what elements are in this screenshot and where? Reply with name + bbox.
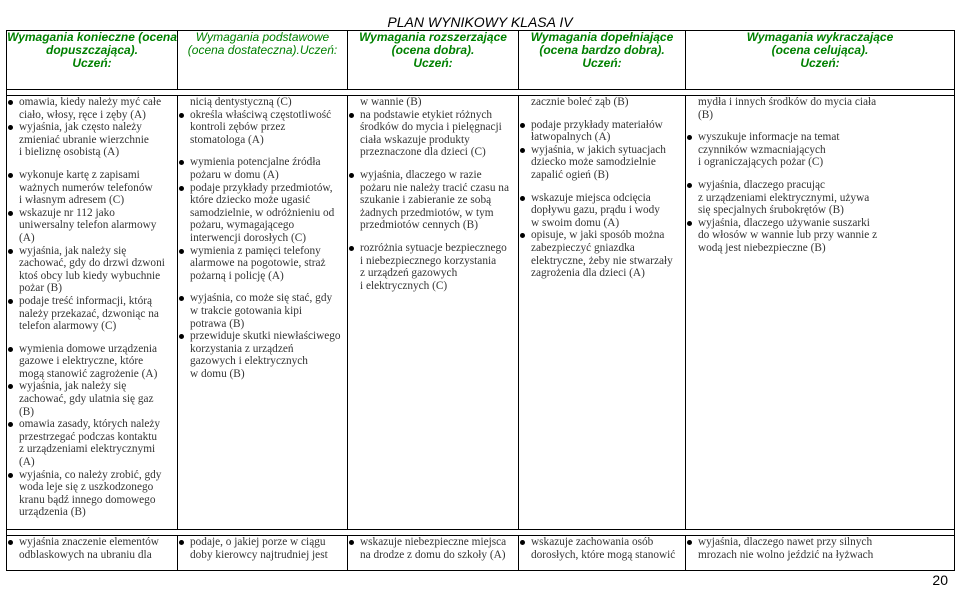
text-line: na drodze z domu do szkoły (A) (360, 548, 506, 561)
requirement-item (178, 245, 347, 283)
requirement-item (348, 109, 518, 159)
bullet-icon (349, 173, 354, 178)
text-line: szukanie i zabieranie ze sobą (360, 194, 492, 207)
requirement-group (7, 343, 177, 519)
text-line: do włosów w wannie lub przy wannie z (698, 229, 878, 242)
requirement-item (348, 96, 518, 109)
text-line: wyjaśnia, jak często należy (19, 121, 142, 134)
bullet-icon (520, 148, 525, 153)
text-line: ciało, włosy, ręce i zęby (A) (19, 108, 146, 121)
requirement-cell (686, 536, 955, 571)
requirement-item (7, 121, 177, 159)
text-line: podaje przykłady przedmiotów, (190, 181, 333, 194)
bullet-icon (349, 246, 354, 251)
text-line: mogą stanowić zagrożenie (A) (19, 367, 158, 380)
text-line: doby kierowcy najtrudniej jest (190, 548, 328, 561)
text-line: gazowych i elektrycznych (190, 355, 308, 368)
requirement-item (519, 144, 685, 182)
requirement-cell (178, 536, 348, 571)
text-line: w swoim domu (A) (531, 216, 620, 229)
text-line: mrozach nie wolno jeździć na łyżwach (698, 548, 874, 561)
text-line: w wannie (B) (360, 96, 422, 108)
requirement-group (348, 242, 518, 292)
requirement-item (686, 217, 954, 255)
header-line: Wymagania rozszerzające (359, 30, 507, 44)
requirement-item (686, 131, 954, 169)
plan-title: PLAN WYNIKOWY KLASA IV (387, 14, 573, 30)
text-line: wodą jest niebezpieczne (B) (698, 241, 826, 254)
bullet-icon (8, 249, 13, 254)
header-line: Uczeń: (582, 56, 622, 70)
text-line: (A) (19, 231, 35, 244)
text-line: nicią dentystyczną (C) (190, 96, 292, 108)
text-line: i elektrycznych (C) (360, 279, 448, 292)
text-line: wyjaśnia, dlaczego w razie (360, 168, 482, 181)
text-line: pożaru nie należy tracić czasu na (360, 181, 509, 194)
requirement-item (686, 536, 954, 561)
text-line: rozróżnia sytuacje bezpiecznego (360, 241, 507, 254)
header-dopelniajace (519, 31, 686, 90)
text-line: omawia, kiedy należy myć całe (19, 96, 162, 108)
text-line: wskazuje niebezpieczne miejsca (360, 536, 507, 548)
requirement-item (348, 536, 518, 561)
text-line: zabezpieczyć gniazdka (531, 241, 635, 254)
requirement-cell (178, 96, 348, 530)
bullet-icon (520, 196, 525, 201)
text-line: wyjaśnia, jak należy się (19, 244, 127, 257)
bullet-icon (687, 540, 692, 545)
text-line: i niebezpiecznego korzystania (360, 254, 497, 267)
text-line: środków do mycia i pielęgnacji (360, 121, 502, 134)
text-line: alarmowe na pogotowie, straż (190, 257, 326, 270)
text-line: wyszukuje informacje na temat (698, 131, 840, 144)
requirement-item (519, 96, 685, 109)
text-line: ciała wskazuje produkty (360, 133, 470, 146)
requirement-group (519, 119, 685, 182)
header-konieczne (7, 31, 178, 90)
requirement-group (178, 156, 347, 282)
text-line: wyjaśnia, jak należy się (19, 380, 127, 393)
header-line: Wymagania konieczne (ocena (7, 30, 177, 44)
text-line: w domu (B) (190, 367, 245, 380)
requirement-cell (519, 96, 686, 530)
text-line: pożaru w domu (A) (190, 168, 279, 181)
requirement-item (178, 536, 347, 561)
text-line: potrawa (B) (190, 317, 245, 330)
text-line: podaje przykłady materiałów (531, 118, 663, 131)
header-line: Wymagania podstawowe (195, 30, 330, 44)
header-rozszerzajace (348, 31, 519, 90)
text-line: urządzenia (B) (19, 506, 86, 519)
text-line: pożar (B) (19, 282, 62, 295)
text-line: łatwopalnych (A) (531, 131, 611, 144)
bullet-icon (520, 233, 525, 238)
header-wykraczajace (686, 31, 955, 90)
bullet-icon (8, 211, 13, 216)
text-line: wymienia z pamięci telefony (190, 244, 321, 257)
text-line: które dziecko może ugasić (190, 194, 311, 207)
bullet-icon (8, 125, 13, 130)
requirement-group (7, 96, 177, 159)
text-line: z urządzeń gazowych (360, 267, 458, 280)
text-line: wymienia potencjalne źródła (190, 156, 321, 169)
text-line: stomatologa (A) (190, 133, 264, 146)
header-line: Uczeń: (800, 56, 840, 70)
text-line: wyjaśnia znaczenie elementów (19, 536, 159, 548)
text-line: zmieniać ubranie wierzchnie (19, 133, 149, 146)
text-line: odblaskowych na ubraniu dla (19, 548, 152, 561)
text-line: wyjaśnia, co może się stać, gdy (190, 292, 333, 305)
bullet-icon (8, 299, 13, 304)
text-line: z urządzeniami elektrycznymi, używa (698, 191, 870, 204)
text-line: dopływu gazu, prądu i wody (531, 204, 660, 217)
requirement-item (7, 207, 177, 245)
requirement-item (7, 343, 177, 381)
text-line: uniwersalny telefon alarmowy (19, 219, 157, 232)
requirement-cell (348, 96, 519, 530)
bullet-icon (8, 173, 13, 178)
text-line: wskazuje nr 112 jako (19, 206, 115, 219)
content-row (7, 536, 955, 571)
requirement-item (7, 169, 177, 207)
requirement-cell (519, 536, 686, 571)
bullet-icon (179, 113, 184, 118)
bullet-icon (8, 540, 13, 545)
requirement-item (178, 182, 347, 245)
text-line: i ograniczających pożar (C) (698, 156, 824, 169)
requirement-item (348, 169, 518, 232)
requirement-group (178, 292, 347, 380)
text-line: z urządzeniami elektrycznymi (19, 443, 156, 456)
requirement-item (7, 469, 177, 519)
text-line: gazowe i elektryczne, które (19, 355, 144, 368)
bullet-icon (179, 186, 184, 191)
text-line: określa właściwą częstotliwość (190, 108, 332, 121)
text-line: czynników wzmacniających (698, 143, 826, 156)
text-line: dziecko może samodzielnie (531, 156, 656, 169)
bullet-icon (349, 540, 354, 545)
requirements-table (6, 30, 955, 571)
text-line: w trakcie gotowania kipi (190, 304, 302, 317)
requirement-group (686, 96, 954, 121)
text-line: żadnych przedmiotów, w tym (360, 206, 494, 219)
requirement-group (519, 96, 685, 109)
requirement-item (348, 242, 518, 292)
requirement-cell (348, 536, 519, 571)
text-line: przestrzegać podczas kontaktu (19, 430, 158, 443)
text-line: podaje, o jakiej porze w ciągu (190, 536, 326, 548)
requirement-item (7, 96, 177, 121)
page-number: 20 (932, 572, 948, 588)
requirement-group (519, 192, 685, 280)
text-line: należy przekazać, dzwoniąc na (19, 307, 159, 320)
bullet-icon (8, 473, 13, 478)
requirement-cell (7, 536, 178, 571)
bullet-icon (8, 100, 13, 105)
text-line: elektryczne, żeby nie stwarzały (531, 254, 673, 267)
requirement-item (519, 536, 685, 561)
header-line: (ocena dobra). (391, 43, 475, 57)
text-line: zagrożenia dla dzieci (A) (531, 267, 645, 280)
text-line: przedmiotów cennych (B) (360, 219, 478, 232)
requirement-item (686, 179, 954, 217)
text-line: wskazuje miejsca odcięcia (531, 191, 651, 204)
requirement-item (519, 192, 685, 230)
text-line: (B) (698, 108, 714, 121)
text-line: podaje treść informacji, którą (19, 294, 152, 307)
bullet-icon (179, 249, 184, 254)
text-line: mydła i innych środków do mycia ciała (698, 96, 877, 108)
bullet-icon (179, 160, 184, 165)
requirement-group (686, 131, 954, 169)
text-line: (A) (19, 456, 35, 469)
bullet-icon (687, 221, 692, 226)
requirement-item (178, 330, 347, 380)
text-line: na podstawie etykiet różnych (360, 108, 493, 121)
text-line: wyjaśnia, dlaczego nawet przy silnych (698, 536, 873, 548)
requirement-item (7, 418, 177, 468)
requirement-cell (686, 96, 955, 530)
text-line: pożarną i policję (A) (190, 269, 284, 282)
text-line: wskazuje zachowania osób (531, 536, 654, 548)
requirement-item (178, 96, 347, 109)
bullet-icon (349, 113, 354, 118)
text-line: kranu bądź innego domowego (19, 493, 156, 506)
bullet-icon (520, 540, 525, 545)
bullet-icon (687, 183, 692, 188)
text-line: i własnym adresem (C) (19, 194, 125, 207)
header-line: Wymagania dopełniające (530, 30, 674, 44)
header-line: dopuszczająca). (45, 43, 139, 57)
text-line: wykonuje kartę z zapisami (19, 168, 140, 181)
header-row (7, 31, 955, 90)
text-line: i bieliznę osobistą (A) (19, 146, 120, 159)
text-line: pożaru, wymagającego (190, 219, 295, 232)
header-line: Wymagania wykraczające (746, 30, 894, 44)
bullet-icon (179, 296, 184, 301)
requirement-item (519, 229, 685, 279)
text-line: wyjaśnia, w jakich sytuacjach (531, 143, 666, 156)
requirement-group (348, 169, 518, 232)
requirement-item (7, 295, 177, 333)
text-line: zachować, gdy do drzwi dzwoni (19, 257, 165, 270)
requirement-item (178, 292, 347, 330)
requirement-item (519, 119, 685, 144)
bullet-icon (687, 135, 692, 140)
bullet-icon (520, 123, 525, 128)
bullet-icon (8, 422, 13, 427)
header-line: Uczeń: (72, 56, 112, 70)
text-line: wyjaśnia, dlaczego używanie suszarki (698, 216, 870, 229)
bullet-icon (8, 347, 13, 352)
requirement-group (348, 96, 518, 159)
text-line: ktoś obcy lub kiedy wybuchnie (19, 269, 161, 282)
content-row (7, 96, 955, 530)
header-podstawowe (178, 31, 348, 90)
text-line: wymienia domowe urządzenia (19, 342, 158, 355)
text-line: korzystania z urządzeń (190, 342, 294, 355)
text-line: zapalić ogień (B) (531, 168, 609, 181)
text-line: opisuje, w jaki sposób można (531, 229, 665, 242)
text-line: woda leje się z uszkodzonego (19, 481, 154, 494)
requirement-group (7, 169, 177, 333)
text-line: telefon alarmowy (C) (19, 320, 117, 333)
text-line: omawia zasady, których należy (19, 418, 161, 431)
requirement-cell (7, 96, 178, 530)
text-line: zachować, gdy ulatnia się gaz (19, 393, 154, 406)
text-line: dorosłych, które mogą stanowić (531, 548, 676, 561)
text-line: wyjaśnia, co należy zrobić, gdy (19, 468, 162, 481)
text-line: się specjalnych śrubokrętów (B) (698, 204, 844, 217)
text-line: (B) (19, 405, 35, 418)
requirement-group (178, 96, 347, 146)
requirement-item (178, 156, 347, 181)
requirement-group (686, 179, 954, 255)
text-line: wyjaśnia, dlaczego pracując (698, 178, 826, 191)
header-line: Uczeń: (413, 56, 453, 70)
header-line: (ocena celująca). (771, 43, 869, 57)
bullet-icon (8, 384, 13, 389)
bullet-icon (179, 334, 184, 339)
bullet-icon (179, 540, 184, 545)
header-line: (ocena bardzo dobra). (539, 43, 665, 57)
text-line: ważnych numerów telefonów (19, 181, 153, 194)
requirement-item (7, 245, 177, 295)
header-line: (ocena dostateczna).Uczeń: (187, 43, 338, 57)
text-line: samodzielnie, w odróżnieniu od (190, 206, 335, 219)
requirement-item (178, 109, 347, 147)
text-line: przewiduje skutki niewłaściwego (190, 330, 341, 343)
text-line: przeznaczone dla dzieci (C) (360, 146, 486, 159)
requirement-item (686, 96, 954, 121)
text-line: zacznie boleć ząb (B) (531, 96, 629, 108)
text-line: kontroli zębów przez (190, 121, 286, 134)
requirement-item (7, 536, 177, 561)
text-line: interwencji dorosłych (C) (190, 231, 307, 244)
requirement-item (7, 380, 177, 418)
